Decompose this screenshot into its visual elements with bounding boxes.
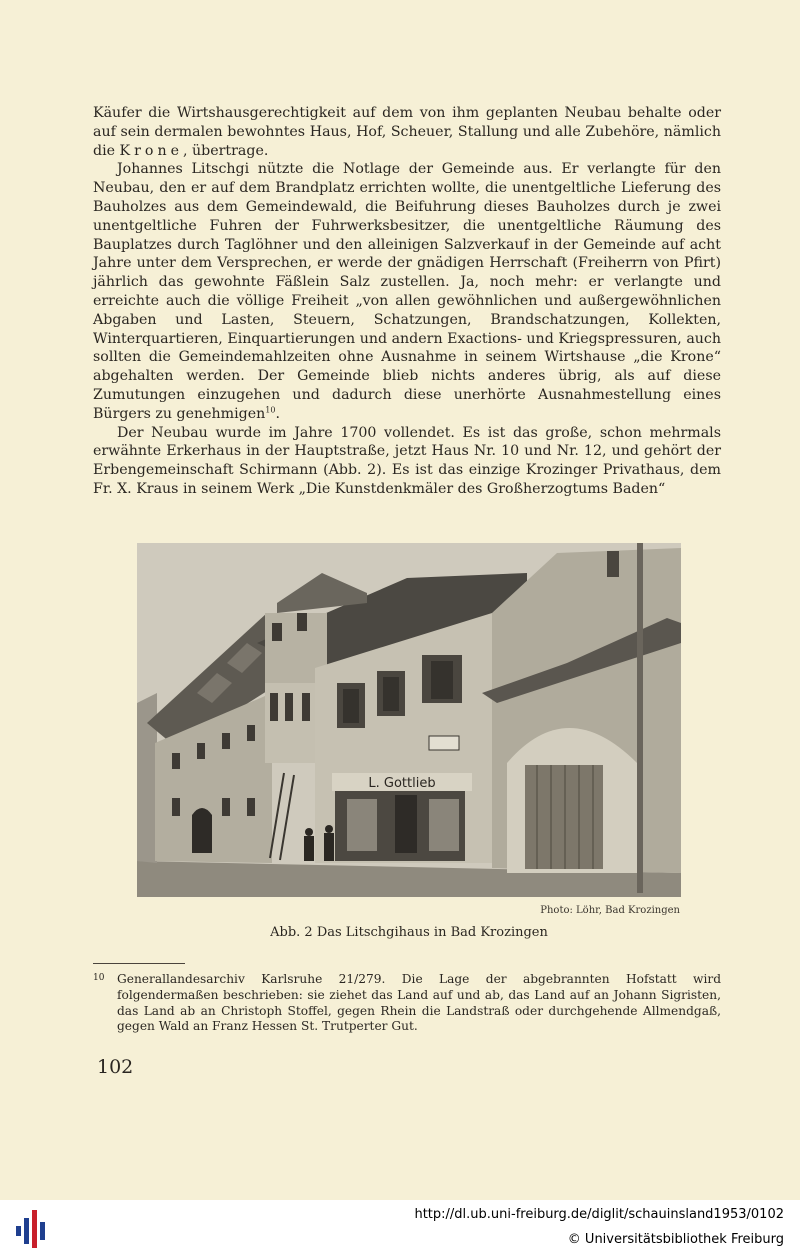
footnote-text: Generallandesarchiv Karlsruhe 21/279. Die Lage der abgebrannten Hofstatt wird folgendermaßen beschrieben: sie ziehet das Land auf und ab, das Land auf an Johann Sigristen, das Land ab an Christoph Stoffel, gegen Rhein die Landstraß oder durchgehende Allmendgaß, gegen Wald an Franz Hessen St. Trutperter Gut. [117,972,721,1034]
footnote-ref[interactable]: 10 [265,405,276,415]
page-number: 102 [97,1056,134,1078]
paragraph-1 [93,104,721,160]
street-photo [137,543,681,897]
spaced-word: Krone [119,142,183,159]
footnote [93,971,721,1035]
shop-sign: L. Gottlieb [368,776,436,791]
paragraph-1-text: Käufer die Wirtshausgerechtigkeit auf dem von ihm geplanten Neubau behalte oder auf sein dermalen bewohntes Haus, Hof, Scheuer, Stallung und alle Zubehöre, nämlich die [93,105,721,159]
paragraph-2-text: Johannes Litschgi nützte die Notlage der Gemeinde aus. Er verlangte für den Neubau, den er auf dem Brandplatz errichten wollte, die unentgeltliche Lieferung des Bauholzes aus dem Gemeindewald, die Beifuhrung dieses Bauholzes durch je zwei unentgeltliche Fuhren der Fuhrwerksbesitzer, die unentgeltliche Räumung des Bauplatzes durch Taglöhner und den alleinigen Salzverkauf in der Gemeinde auf acht Jahre unter dem Versprechen, er werde der gnädigen Herrschaft (Freiherrn von Pfirt) jährlich das gewohnte Fäßlein Salz zustellen. Ja, noch mehr: er verlangte und erreichte auch die völlige Freiheit „von allen gewöhnlichen und außergewöhnlichen Abgaben und Lasten, Steuern, Schatzungen, Brandschatzungen, Kollekten, Winterquartieren, Einquartierungen und andern Exactions- und Kriegspressuren, auch sollten die Gemeindemahlzeiten ohne Ausnahme in seinem Wirtshause „die Krone“ abgehalten werden. Der Gemeinde blieb nichts anderes übrig, als auf diese Zumutungen einzugehen und dadurch diese unerhörte Ausnahmestellung eines Bürgers zu genehmigen [93,161,721,422]
paragraph-3: Der Neubau wurde im Jahre 1700 vollendet. Es ist das große, schon mehrmals erwähnte Erkerhaus in der Hauptstraße, jetzt Haus Nr. 10 und Nr. 12, und gehört der Erbengemeinschaft Schirmann (Abb. 2). Es ist das einzige Krozinger Privathaus, dem Fr. X. Kraus in seinem Werk „Die Kunstdenkmäler des Großherzogtums Baden“ [93,424,721,497]
copyright-text: © Universitätsbibliothek Freiburg [567,1232,784,1247]
paragraph-2 [93,160,721,423]
footnote-number: 10 [93,973,105,983]
footnote-divider [93,963,185,964]
figure-caption: Abb. 2 Das Litschgihaus in Bad Krozingen [270,925,548,940]
document-url-link[interactable]: http://dl.ub.uni-freiburg.de/diglit/schauinsland1953/0102 [414,1207,784,1222]
photo-credit: Photo: Löhr, Bad Krozingen [540,905,680,916]
paragraph-2-end: . [275,405,280,422]
paragraph-1-end: , übertrage. [183,142,269,159]
library-logo-icon[interactable] [14,1208,50,1250]
figure-photo [137,543,681,897]
library-footer [0,1200,800,1256]
body-text [93,104,721,499]
